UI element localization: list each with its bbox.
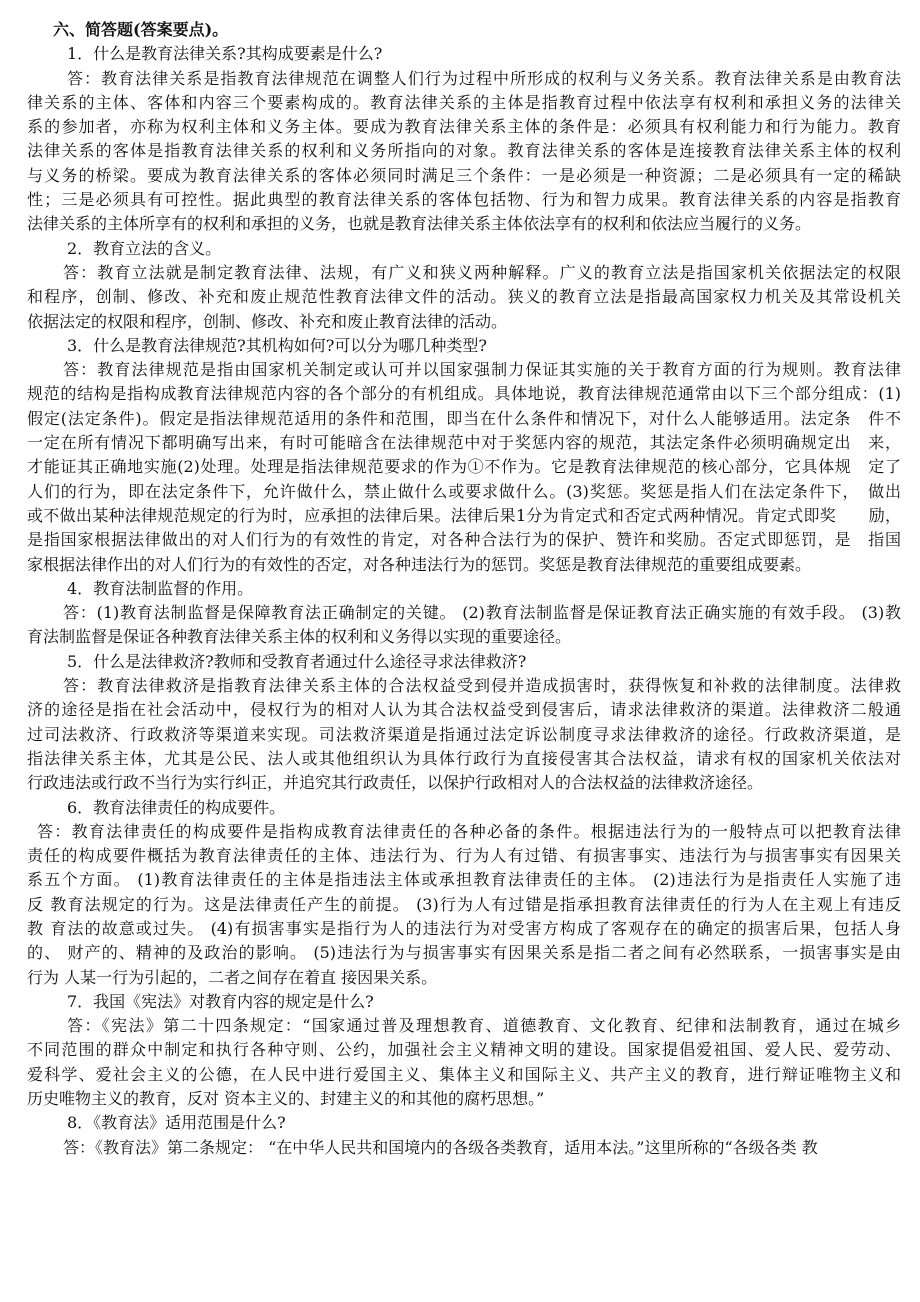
answer-line: 依据法定的权限和程序，创制、修改、补充和废止教育法律的活动。 (27, 311, 508, 331)
question: 2．教育立法的含义。 (67, 238, 222, 258)
answer-line: 一定在所有情况下都明确写出来，有时可能暗含在法律规范中对于奖惩内容的规范，其法定条件必须明确规定出 来， (27, 433, 901, 453)
answer-line: 教 育法的故意或过失。 (4)有损害事实是指行为人的违法行为对受害方构成了客观存在的确定的损害后果，包括人身 (27, 918, 901, 938)
answer-line: 指法律关系主体，尤其是公民、法人或其他组织认为具体行政行为直接侵害其合法权益，请求有权的国家机关依法对 (27, 748, 901, 768)
qa-section (27, 577, 901, 650)
answer-line: 系五个方面。 (1)教育法律责任的主体是指违法主体或承担教育法律责任的主体。 (2)违法行为是指责任人实施了违 (27, 870, 901, 890)
qa-section (27, 237, 901, 334)
answer-line: 是指国家根据法律做出的对人们行为的有效性的肯定，对各种合法行为的保护、赞许和奖励。否定式即惩罚，是 指国 (27, 530, 901, 550)
qa-section (27, 42, 901, 236)
answer-line: 才能证其正确地实施(2)处理。处理是指法律规范要求的作为①不作为。它是教育法律规范的核心部分，它具体规 定了 (27, 457, 901, 477)
question: 1．什么是教育法律关系?其构成要素是什么? (67, 44, 383, 64)
answer-line: 反 教育法规定的行为。这是法律责任产生的前提。 (3)行为人有过错是指承担教育法律责任的行为人在主观上有违反 (27, 894, 901, 914)
section-title: 六、简答题(答案要点)。 (53, 20, 229, 39)
answer-line: 和程序，创制、修改、补充和废止规范性教育法律文件的活动。狭义的教育立法是指最高国家权力机关及其常设机关 (27, 287, 901, 307)
qa-section (27, 796, 901, 990)
answer-line: 的、 财产的、精神的及政治的影响。 (5)违法行为与损害事实有因果关系是指二者之间有必然联系，一损害事实是由 (27, 943, 901, 963)
question: 8．《教育法》适用范围是什么? (67, 1113, 286, 1133)
answer-line: 行为 人某一行为引起的，二者之间存在着直 接因果关系。 (27, 967, 438, 987)
qa-section (27, 334, 901, 577)
answer-line: 假定(法定条件)。假定是指法律规范适用的条件和范围，即当在什么条件和情况下，对什么人能够适用。法定条 件不 (27, 408, 901, 428)
question: 3．什么是教育法律规范?其机构如何?可以分为哪几种类型? (67, 335, 487, 355)
answer-line: 不同范围的群众中制定和执行各种守则、公约，加强社会主义精神文明的建设。国家提倡爱祖国、爱人民、爱劳动、 (27, 1040, 901, 1060)
answer-line: 过司法救济、行政救济等渠道来实现。司法救济渠道是指通过法定诉讼制度寻求法律救济的途径。行政救济渠道，是 (27, 724, 901, 744)
answer-line: 性；三是必须具有可控性。据此典型的教育法律关系的客体包括物、行为和智力成果。教育法律关系的内容是指教育 (27, 190, 901, 210)
answer-line: 或不做出某种法律规范规定的行为时，应承担的法律后果。法律后果1分为肯定式和否定式两种情况。肯定式即奖 励， (27, 505, 901, 525)
answer-line: 育法制监督是保证各种教育法律关系主体的权利和义务得以实现的重要途径。 (27, 627, 572, 647)
answer-first-line: 答：教育法律救济是指教育法律关系主体的合法权益受到侵并造成损害时，获得恢复和补救的法律制度。法律救 (63, 676, 901, 696)
answer-line: 爱科学、爱社会主义的公德，在人民中进行爱国主义、集体主义和国际主义、共产主义的教育，进行辩证唯物主义和 (27, 1064, 901, 1084)
qa-section (27, 650, 901, 796)
answer-first-line: 答：《宪法》第二十四条规定：“国家通过普及理想教育、道德教育、文化教育、纪律和法制教育，通过在城乡 (67, 1016, 901, 1036)
answer-first-line: 答：教育法律规范是指由国家机关制定或认可并以国家强制力保证其实施的关于教育方面的行为规则。教育法律 (63, 360, 901, 380)
answer-first-line: 答：《教育法》第二条规定： “在中华人民共和国境内的各级各类教育，适用本法。”这里所称的“各级各类 教 (63, 1137, 818, 1157)
document-body (27, 42, 901, 1160)
answer-first-line: 答：教育法律责任的构成要件是指构成教育法律责任的各种必备的条件。根据违法行为的一般特点可以把教育法律 (37, 821, 901, 841)
question: 7．我国《宪法》对教育内容的规定是什么? (67, 991, 374, 1011)
answer-line: 历史唯物主义的教育，反对 资本主义的、封建主义的和其他的腐朽思想。” (27, 1089, 545, 1109)
answer-first-line: 答：(1)教育法制监督是保障教育法正确制定的关键。 (2)教育法制监督是保证教育法正确实施的有效手段。 (3)教 (63, 603, 901, 623)
answer-first-line: 答：教育立法就是制定教育法律、法规，有广义和狭义两种解释。广义的教育立法是指国家机关依据法定的权限 (63, 262, 901, 282)
answer-line: 人们的行为，即在法定条件下，允许做什么，禁止做什么或要求做什么。(3)奖惩。奖惩是指人们在法定条件下， 做出 (27, 481, 901, 501)
qa-section (27, 990, 901, 1111)
answer-line: 行政违法或行政不当行为实行纠正，并追究其行政责任，以保护行政相对人的合法权益的法律救济途径。 (27, 773, 764, 793)
question: 6．教育法律责任的构成要件。 (67, 797, 286, 817)
question: 4．教育法制监督的作用。 (67, 578, 254, 598)
answer-line: 责任的构成要件概括为教育法律责任的主体、违法行为、行为人有过错、有损害事实、违法行为与损害事实有因果关 (27, 846, 901, 866)
document-page (27, 18, 901, 1160)
answer-line: 系的参加者，亦称为权利主体和义务主体。要成为教育法律关系主体的条件是：必须具有权利能力和行为能力。教育 (27, 117, 901, 137)
answer-line: 法律关系的主体所享有的权利和承担的义务，也就是教育法律关系主体依法享有的权利和依法应当履行的义务。 (27, 214, 812, 234)
answer-line: 济的途径是指在社会活动中，侵权行为的相对人认为其合法权益受到侵害后，请求法律救济的渠道。法律救济二般通 (27, 700, 901, 720)
answer-line: 法律关系的客体是指教育法律关系的权利和义务所指向的对象。教育法律关系的客体是连接教育法律关系主体的权利 (27, 141, 901, 161)
answer-line: 家根据法律作出的对人们行为的有效性的否定，对各种违法行为的惩罚。奖惩是教育法律规范的重要组成要素。 (27, 554, 812, 574)
answer-line: 律关系的主体、客体和内容三个要素构成的。教育法律关系的主体是指教育过程中依法享有权利和承担义务的法律关 (27, 92, 901, 112)
qa-section (27, 1111, 901, 1160)
question: 5．什么是法律救济?教师和受教育者通过什么途径寻求法律救济? (67, 651, 527, 671)
answer-line: 与义务的桥梁。要成为教育法律关系的客体必须同时满足三个条件：一是必须是一种资源；二是必须具有一定的稀缺 (27, 165, 901, 185)
answer-first-line: 答：教育法律关系是指教育法律规范在调整人们行为过程中所形成的权利与义务关系。教育法律关系是由教育法 (67, 68, 901, 88)
answer-line: 规范的结构是指构成教育法律规范内容的各个部分的有机组成。具体地说，教育法律规范通常由以下三个部分组成：(1) (27, 384, 901, 404)
